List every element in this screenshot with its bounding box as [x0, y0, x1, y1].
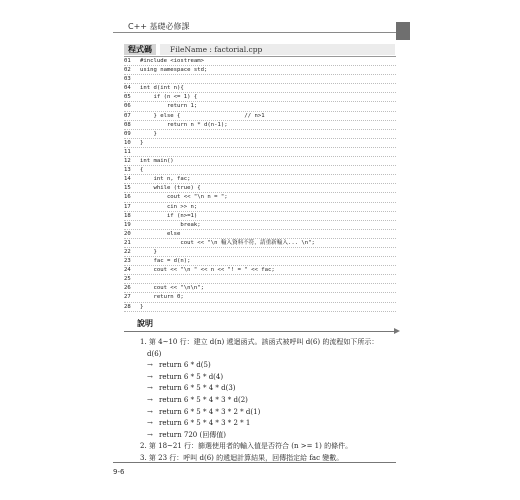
code-line-text: int n, fac; [140, 176, 191, 183]
code-line-number: 25 [124, 276, 131, 283]
code-line-text: #include <iostream> [140, 58, 204, 64]
code-line [124, 112, 396, 121]
explanation-label: 說明 [137, 319, 153, 328]
code-line-text: fac = d(n); [140, 258, 191, 265]
code-line-text: } [140, 130, 157, 137]
code-line-text: int d(int n){ [140, 85, 184, 92]
recursion-step-text: return 6 * 5 * 4 * 3 * 2 * 1 [159, 419, 251, 428]
arrow-right-icon: → [147, 361, 153, 370]
arrow-right-icon: → [147, 395, 153, 404]
code-filename: FileName : factorial.cpp [170, 45, 263, 54]
code-line-text: cout << "\n\n"; [140, 285, 204, 292]
recursion-step-text: return 6 * 5 * 4 * 3 * 2 * d(1) [159, 407, 261, 416]
recursion-step [140, 418, 400, 430]
code-line-text: } [140, 139, 144, 146]
code-line-text: while (true) { [140, 185, 201, 192]
code-line-text: return 1; [140, 103, 198, 110]
arrow-right-icon: → [147, 419, 153, 428]
code-line [124, 57, 396, 66]
code-line [124, 139, 396, 148]
code-line [124, 121, 396, 130]
code-line-text: } [140, 248, 157, 255]
code-line [124, 93, 396, 102]
code-line [124, 102, 396, 111]
code-line-number: 15 [124, 185, 131, 192]
recursion-step-text: return 6 * d(5) [159, 361, 211, 370]
code-line-text: cin >> n; [140, 203, 198, 210]
code-line [124, 248, 396, 257]
explanation-item-2: 2. 第 18~21 行：篩選使用者的輸入值是否符合 (n >= 1) 的條件。 [140, 442, 353, 451]
code-line [124, 84, 396, 93]
code-line [124, 257, 396, 266]
code-line-number: 02 [124, 67, 131, 74]
code-line [124, 184, 396, 193]
page-header-title: C++ 基礎必修課 [128, 22, 190, 31]
code-line [124, 230, 396, 239]
code-line [124, 193, 396, 202]
code-line-text: using namespace std; [140, 67, 208, 74]
recursion-step-text: return 720 (回傳值) [159, 430, 226, 439]
code-line-text: cout << "\n " << n << "! = " << fac; [140, 267, 275, 274]
code-line-text: if (n <= 1) { [140, 94, 198, 101]
code-line-text: else [140, 230, 181, 237]
code-line [124, 157, 396, 166]
code-listing [124, 57, 396, 312]
code-line [124, 275, 396, 284]
code-line-number: 21 [124, 239, 131, 246]
code-line [124, 175, 396, 184]
code-line [124, 303, 396, 312]
recursion-step [140, 372, 400, 384]
arrow-right-icon: → [147, 384, 153, 393]
code-label: 程式碼 [124, 44, 156, 55]
code-line-number: 19 [124, 221, 131, 228]
page-number: 9-6 [113, 468, 125, 476]
code-line-text: cout << "\n 輸入資料不符，請重新輸入... \n"; [140, 239, 315, 246]
code-line-text: return n * d(n-1); [140, 121, 228, 128]
code-line [124, 212, 396, 221]
recursion-step [140, 383, 400, 395]
code-line-text: break; [140, 221, 201, 228]
code-line-number: 01 [124, 58, 131, 64]
footer-rule [113, 462, 396, 463]
explanation-body [140, 337, 400, 465]
code-line-text: return 0; [140, 294, 184, 301]
code-line [124, 148, 396, 157]
explanation-item-1: 1. 第 4~10 行：建立 d(n) 遞迴函式。該函式被呼叫 d(6) 的流程如下所示： [140, 338, 379, 346]
recursion-steps [140, 360, 400, 441]
code-line [124, 66, 396, 75]
code-line-number: 09 [124, 130, 131, 137]
explanation-item-3: 3. 第 23 行：呼叫 d(6) 的遞迴計算結果，回傳指定給 fac 變數。 [140, 453, 344, 462]
recursion-step-text: return 6 * 5 * 4 * d(3) [159, 384, 236, 393]
code-line-number: 06 [124, 103, 131, 110]
code-line [124, 75, 396, 84]
code-line-number: 13 [124, 167, 131, 174]
code-line-text: if (n>=1) [140, 212, 198, 219]
code-line [124, 166, 396, 175]
code-line-number: 22 [124, 248, 131, 255]
code-line-number: 18 [124, 212, 131, 219]
code-line-text: int main() [140, 158, 174, 165]
recursion-step [140, 430, 400, 442]
code-line-text: cout << "\n n = "; [140, 194, 228, 201]
arrow-right-icon: → [147, 430, 153, 439]
explanation-rule [124, 331, 396, 332]
code-line-text: } [140, 303, 144, 310]
code-line-number: 28 [124, 303, 131, 310]
code-line-number: 11 [124, 148, 131, 155]
code-line-number: 23 [124, 258, 131, 265]
code-line-number: 17 [124, 203, 131, 210]
code-line-number: 27 [124, 294, 131, 301]
recursion-step [140, 395, 400, 407]
recursion-start: d(6) [147, 349, 162, 358]
code-line-number: 14 [124, 176, 131, 183]
arrow-right-icon: → [147, 372, 153, 381]
recursion-step [140, 360, 400, 372]
code-line-number: 16 [124, 194, 131, 201]
code-line-number: 12 [124, 158, 131, 165]
code-line-number: 07 [124, 112, 131, 119]
recursion-step-text: return 6 * 5 * 4 * 3 * d(2) [159, 395, 248, 404]
recursion-step-text: return 6 * 5 * d(4) [159, 372, 224, 381]
arrow-right-icon: → [147, 407, 153, 416]
code-line-number: 24 [124, 267, 131, 274]
code-line [124, 221, 396, 230]
code-line [124, 203, 396, 212]
code-line-number: 08 [124, 121, 131, 128]
code-line-number: 03 [124, 76, 131, 83]
recursion-step [140, 407, 400, 419]
code-line-number: 05 [124, 94, 131, 101]
code-line [124, 293, 396, 302]
header-rule [113, 32, 396, 33]
code-line [124, 130, 396, 139]
code-line-text: { [140, 167, 144, 174]
code-line-number: 10 [124, 139, 131, 146]
code-line-number: 20 [124, 230, 131, 237]
code-line [124, 266, 396, 275]
code-line [124, 239, 396, 248]
code-line [124, 284, 396, 293]
code-line-text: } else { // n>1 [140, 112, 265, 119]
code-line-number: 26 [124, 285, 131, 292]
header-tab-marker [396, 22, 410, 40]
code-line-number: 04 [124, 85, 131, 92]
